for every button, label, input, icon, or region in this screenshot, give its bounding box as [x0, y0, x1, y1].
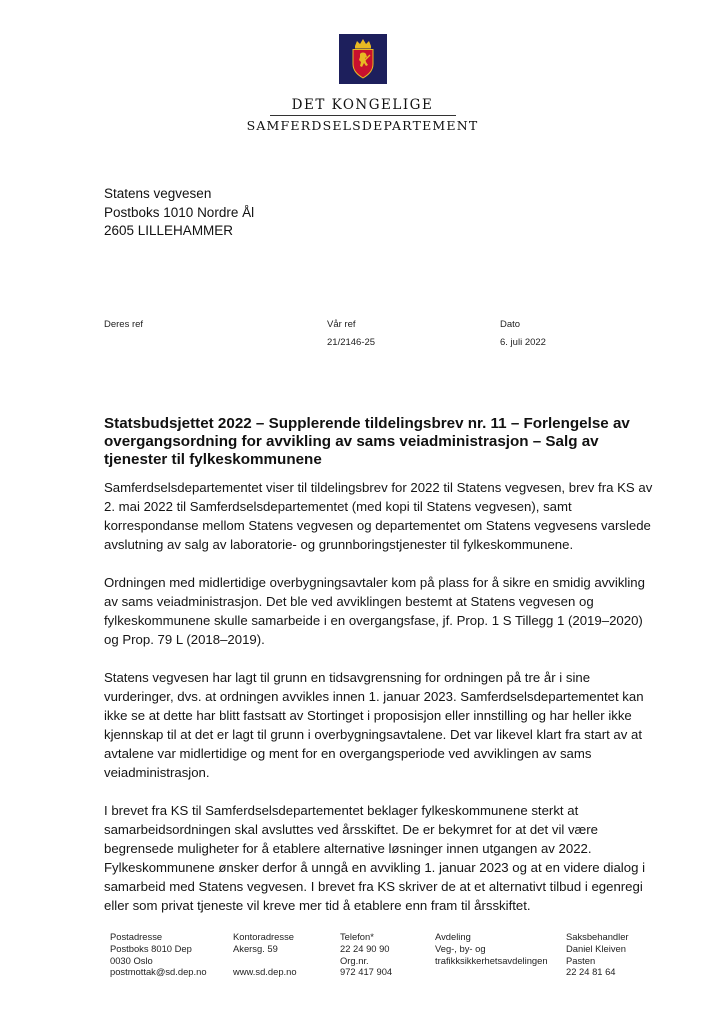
- letterhead-line1: DET KONGELIGE: [291, 97, 434, 113]
- footer-email: postmottak@sd.dep.no: [110, 966, 207, 978]
- letterhead-line2: SAMFERDSELSDEPARTEMENT: [246, 118, 479, 133]
- recipient-line: Postboks 1010 Nordre Ål: [104, 204, 255, 220]
- footer-avdeling: [435, 931, 548, 966]
- footer-line: Pasten: [566, 954, 596, 966]
- footer-heading: Saksbehandler: [566, 931, 629, 942]
- footer-line: Akersg. 59: [233, 942, 278, 954]
- footer-line: [233, 955, 297, 967]
- footer-heading: Postadresse: [110, 931, 163, 942]
- footer-line: Veg-, by- og: [435, 942, 486, 954]
- footer-line: 0030 Oslo: [110, 954, 153, 966]
- footer-heading: Telefon*: [340, 931, 374, 942]
- footer-heading: Avdeling: [435, 931, 471, 942]
- var-ref-value: 21/2146-25: [327, 337, 376, 348]
- body-paragraph: I brevet fra KS til Samferdselsdepartementet beklager fylkeskommunene sterkt at samarbeidsordningen skal avsluttes ved årsskiftet. De er bekymret for at det vil være begrensede muligheter for å etablere alternative løsninger innen utgangen av 2022. Fylkeskommunene ønsker derfor å unngå en avvikling 1. januar 2023 og at en videre dialog i samarbeid med Statens vegvesen. I brevet fra KS skriver de at et alternativt tilbud i egenregi eller som privat tjeneste vil kreve mer tid å etablere enn fram til årsskiftet.: [104, 803, 646, 913]
- body-paragraph: Statens vegvesen har lagt til grunn en tidsavgrensning for ordningen på tre år i sine vurderinger, dvs. at ordningen avvikles innen 1. januar 2023. Samferdselsdepartementet kan ikke se at dette har blitt fastsatt av Stortinget i proposisjon eller innstilling og har heller ikke kjennskap til at det er lagt til grunn i overbygningsavtalene. Det var likevel klart fra start av at avtalene var midlertidige og ment for en overgangsperiode ved avviklingen av sams veiadministrasjon.: [104, 670, 644, 780]
- footer-heading: Kontoradresse: [233, 931, 294, 942]
- coat-of-arms-icon: [339, 34, 387, 84]
- footer-saksbehandler: [566, 931, 629, 978]
- footer-line: Org.nr.: [340, 954, 369, 966]
- recipient-address: [104, 185, 254, 241]
- letter-body: [104, 478, 660, 934]
- footer-kontoradresse: [233, 931, 297, 978]
- footer-telefon: [340, 931, 392, 978]
- footer-postadresse: [110, 931, 207, 978]
- footer-line: 22 24 81 64: [566, 966, 616, 978]
- var-ref-label: Vår ref: [327, 319, 356, 330]
- footer-website: www.sd.dep.no: [233, 966, 297, 978]
- dato-value: 6. juli 2022: [500, 337, 546, 348]
- footer-line: Daniel Kleiven: [566, 942, 626, 954]
- letter-title: Statsbudsjettet 2022 – Supplerende tildelingsbrev nr. 11 – Forlengelse av overgangsordning for avvikling av sams veiadministrasjon – Salg av tjenester til fylkeskommunene: [104, 415, 630, 468]
- letterhead: [0, 34, 725, 133]
- footer-line: 22 24 90 90: [340, 942, 390, 954]
- deres-ref-label: Deres ref: [104, 319, 144, 330]
- footer-line: Postboks 8010 Dep: [110, 942, 192, 954]
- recipient-line: 2605 LILLEHAMMER: [104, 223, 234, 238]
- letterhead-divider: [270, 115, 456, 116]
- body-paragraph: Samferdselsdepartementet viser til tildelingsbrev for 2022 til Statens vegvesen, brev fra KS av 2. mai 2022 til Samferdselsdepartementet (med kopi til Statens vegvesen), samt korrespondanse mellom Statens vegvesen og departementet om Statens vegvesens varslede avslutning av salg av laboratorie- og grunnboringstjenester til fylkeskommunene.: [104, 480, 653, 552]
- recipient-line: Statens vegvesen: [104, 186, 212, 201]
- footer-line: trafikksikkerhetsavdelingen: [435, 954, 548, 966]
- body-paragraph: Ordningen med midlertidige overbygningsavtaler kom på plass for å sikre en smidig avvikling av sams veiadministrasjon. Det ble ved avviklingen bestemt at Statens vegvesen og fylkeskommunene skulle samarbeide i en overgangsfase, jf. Prop. 1 S Tillegg 1 (2019–2020) og Prop. 79 L (2018–2019).: [104, 575, 645, 647]
- footer-line: 972 417 904: [340, 966, 393, 978]
- dato-label: Dato: [500, 319, 521, 330]
